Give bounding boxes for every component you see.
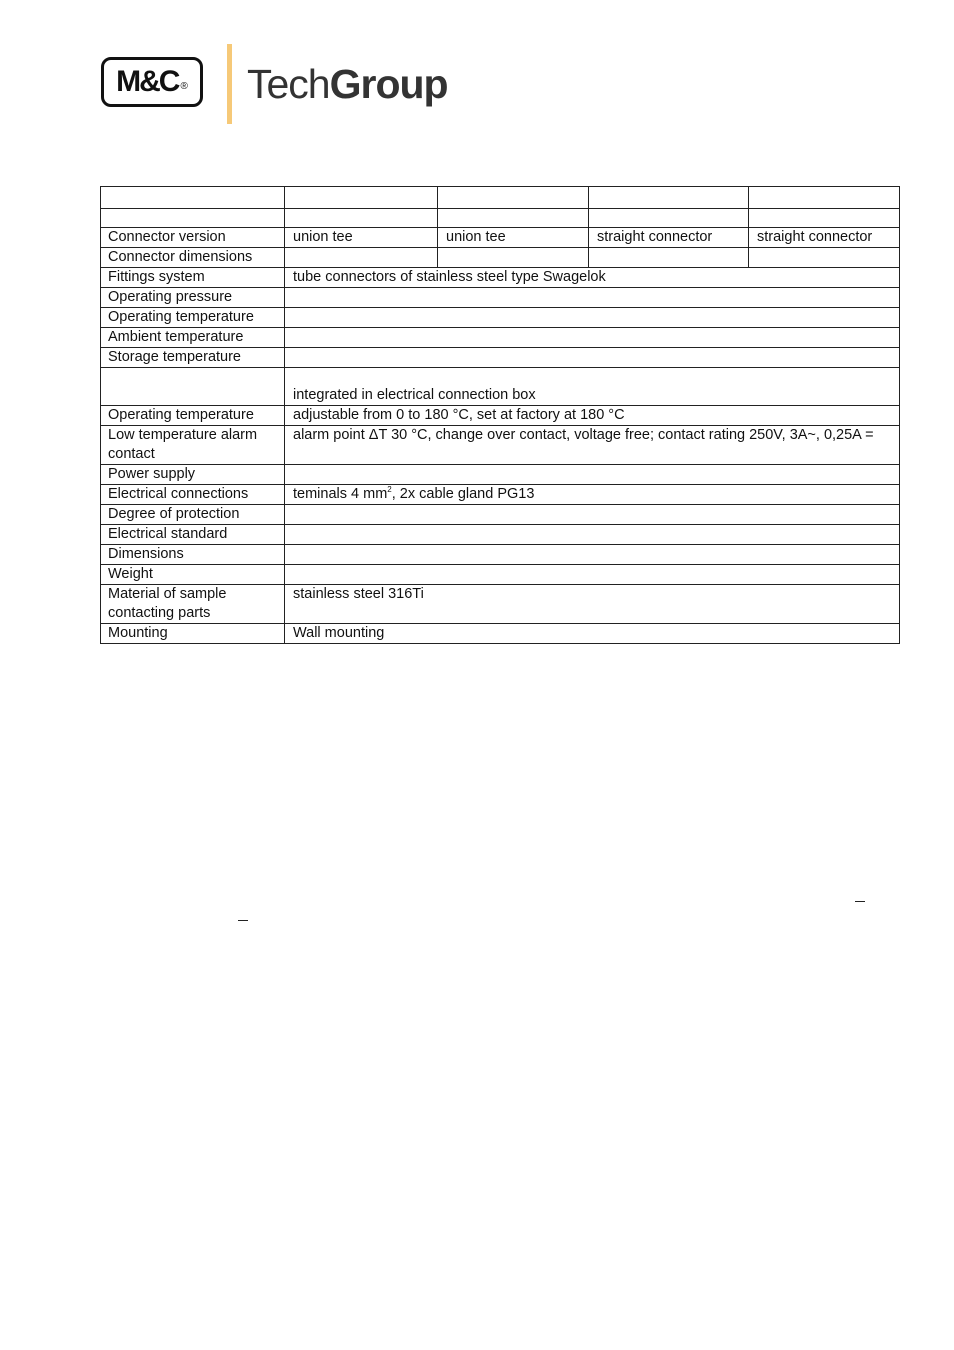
row-label: Degree of protection — [101, 505, 285, 525]
row-value: integrated in electrical connection box — [285, 368, 900, 406]
mc-logo — [101, 57, 203, 107]
table-cell — [589, 187, 749, 209]
table-cell — [589, 209, 749, 228]
row-value — [285, 465, 900, 485]
table-row — [101, 465, 900, 485]
table-cell — [749, 187, 900, 209]
row-value: Wall mounting — [285, 624, 900, 644]
table-row — [101, 624, 900, 644]
row-label: Storage temperature — [101, 348, 285, 368]
row-label: Mounting — [101, 624, 285, 644]
row-label: Operating temperature — [101, 406, 285, 426]
table-row — [101, 505, 900, 525]
table-row — [101, 288, 900, 308]
row-label: Ambient temperature — [101, 328, 285, 348]
table-cell — [438, 209, 589, 228]
row-value — [285, 545, 900, 565]
table-row — [101, 485, 900, 505]
row-value: tube connectors of stainless steel type Swagelok — [285, 268, 900, 288]
row-label: Operating pressure — [101, 288, 285, 308]
row-value — [285, 505, 900, 525]
table-row — [101, 268, 900, 288]
underline-mark — [238, 920, 248, 921]
table-row — [101, 328, 900, 348]
row-value — [285, 565, 900, 585]
brand-light: Tech — [247, 61, 330, 107]
row-value: union tee — [285, 228, 438, 248]
value-text: , 2x cable gland PG13 — [391, 486, 535, 502]
logo-divider — [227, 44, 232, 124]
row-label — [101, 368, 285, 406]
row-label: Electrical standard — [101, 525, 285, 545]
row-label: Dimensions — [101, 545, 285, 565]
table-row — [101, 406, 900, 426]
table-cell — [285, 209, 438, 228]
table-row — [101, 585, 900, 624]
row-value — [285, 485, 900, 505]
table-cell — [101, 209, 285, 228]
row-value: straight connector — [749, 228, 900, 248]
brand-bold: Group — [329, 61, 448, 107]
row-value — [285, 328, 900, 348]
underline-mark — [855, 901, 865, 902]
row-value: alarm point ΔT 30 °C, change over contact, voltage free; contact rating 250V, 3A~, 0,25A = — [285, 426, 900, 465]
table-cell — [101, 187, 285, 209]
table-row — [101, 426, 900, 465]
table-row — [101, 525, 900, 545]
row-value — [285, 308, 900, 328]
row-label: Connector version — [101, 228, 285, 248]
row-label: Operating temperature — [101, 308, 285, 328]
logo-text: M&C — [116, 65, 179, 98]
techgroup-logo — [247, 60, 448, 108]
row-value: straight connector — [589, 228, 749, 248]
row-value — [285, 248, 438, 268]
table-header-row — [101, 187, 900, 209]
row-value — [438, 248, 589, 268]
table-row — [101, 228, 900, 248]
logo-registered-mark: ® — [180, 80, 188, 92]
row-value — [285, 288, 900, 308]
row-label: Electrical connections — [101, 485, 285, 505]
row-label: Material of sample contacting parts — [101, 585, 285, 624]
table-cell — [749, 209, 900, 228]
row-label: Connector dimensions — [101, 248, 285, 268]
table-cell — [285, 187, 438, 209]
table-row — [101, 248, 900, 268]
row-label: Power supply — [101, 465, 285, 485]
table-row — [101, 348, 900, 368]
row-label: Weight — [101, 565, 285, 585]
table-header-row — [101, 209, 900, 228]
row-label: Fittings system — [101, 268, 285, 288]
row-value: adjustable from 0 to 180 °C, set at factory at 180 °C — [285, 406, 900, 426]
table-row — [101, 565, 900, 585]
table-row — [101, 368, 900, 406]
value-text: teminals 4 mm — [293, 486, 388, 502]
table-cell — [438, 187, 589, 209]
row-value — [285, 525, 900, 545]
row-value — [589, 248, 749, 268]
row-label: Low temperature alarm contact — [101, 426, 285, 465]
superscript: 2 — [387, 485, 392, 495]
specification-table — [100, 186, 900, 644]
table-row — [101, 308, 900, 328]
row-value: stainless steel 316Ti — [285, 585, 900, 624]
row-value — [285, 348, 900, 368]
row-value: union tee — [438, 228, 589, 248]
table-row — [101, 545, 900, 565]
row-value — [749, 248, 900, 268]
